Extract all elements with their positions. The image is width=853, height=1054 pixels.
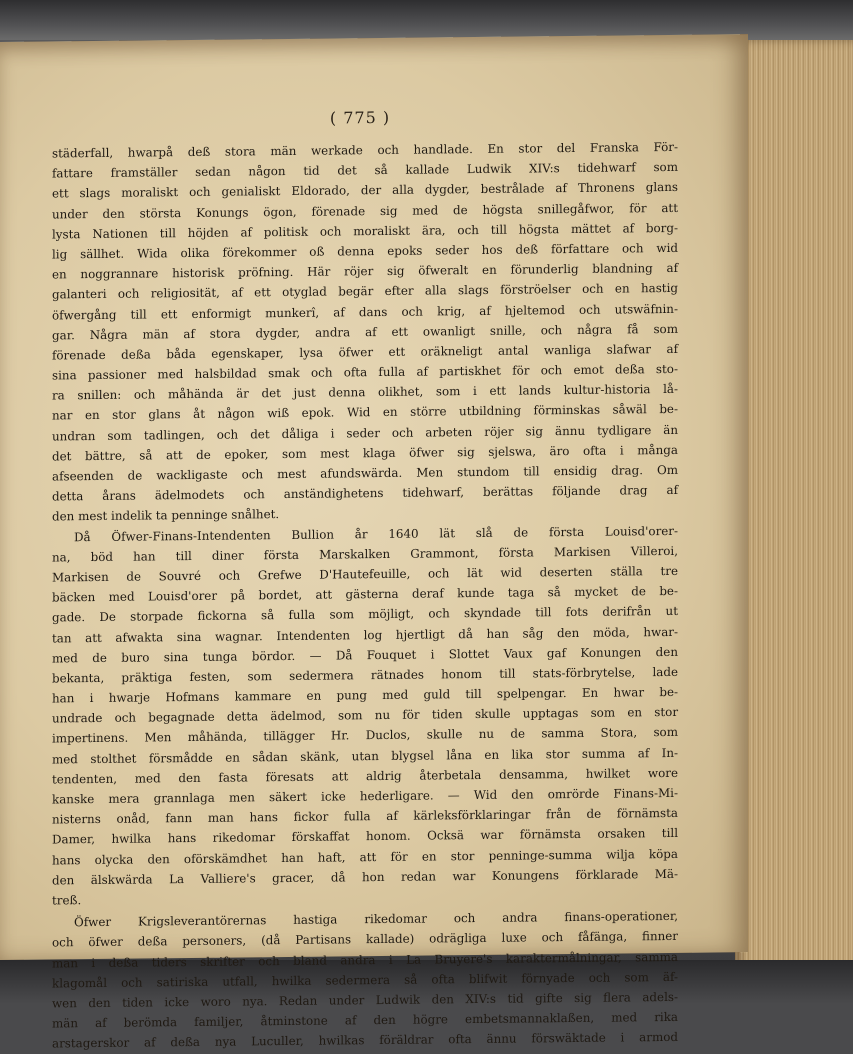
text-line: kanske mera grannlaga men säkert icke hederligare. — Wid den omrörde Finans-Mi- — [52, 785, 678, 807]
text-line: han i hwarje Hofmans kammare en pung med guld till spelpengar. En hwar be- — [52, 684, 678, 706]
text-line: det bättre, så att de epoker, som mest klaga öfwer sig sjelswa, äro ofta i många — [52, 442, 678, 464]
text-line: med stolthet försmådde en sådan skänk, utan blygsel låna en lika stor summa af In- — [52, 745, 678, 767]
text-line: och öfwer deßa personers, (då Partisans kallade) odrägliga luxe och fåfänga, finner — [52, 929, 678, 950]
text-line: detta årans ädelmodets och anständighetens tidehwarf, berättas följande drag af — [52, 483, 678, 504]
text-line: Damer, hwilka hans rikedomar förskaffat honom. Ocksä war förnämsta orsaken till — [52, 826, 678, 847]
text-line: med de buro sina tunga bördor. — Då Fouquet i Slottet Vaux gaf Konungen den — [52, 644, 678, 666]
text-line: fattare framställer sedan någon tid det så kallade Ludwik XIV:s tidehwarf som — [52, 160, 678, 181]
text-line: nisterns onåd, fann man hans fickor fulla af kärleksförklaringar från de förnämsta — [52, 806, 678, 827]
text-line: den älskwärda La Valliere's gracer, då hon redan war Konungens förklarade Mä- — [52, 866, 678, 888]
text-line: treß. — [52, 893, 82, 908]
text-line: nar en stor glans åt någon wiß epok. Wid en större utbildning förminskas såwäl be- — [52, 402, 678, 423]
text-line: gar. Några män af stora dygder, andra af ett owanligt snille, och några få som — [52, 321, 678, 343]
text-line: sina passioner med halsbildad smak och ofta fulla af partiskhet för och emot deßa sto- — [52, 361, 678, 383]
text-line: ra snillen: och måhända är det just denna olikhet, som i ett lands kultur-historia lå- — [52, 382, 678, 403]
text-line: man i deßa tiders skrifter och bland andra i La Bruyere's karaktermålningar, samma — [52, 949, 678, 970]
text-line: gade. De storpade fickorna så fulla som möjligt, och skyndade till fots derifrån ut — [52, 604, 678, 625]
text-line: under den största Konungs ögon, förenade sig med de högsta snillegåfwor, för att — [52, 200, 678, 222]
text-line: ett slags moraliskt och genialiskt Eldorado, der alla dygder, bestrålade af Thronens glans — [52, 180, 678, 201]
text-line: wen den tiden icke woro nya. Redan under Ludwik den XIV:s tid gifte sig flera adels- — [52, 989, 678, 1011]
text-line: arstagerskor af deßa nya Luculler, hwilkas föräldrar ofta ännu förswäktade i armod — [52, 1030, 678, 1051]
text-line: lysta Nationen till höjden af politisk och moraliskt ära, och till högsta mättet af borg- — [52, 220, 678, 242]
text-line: na, böd han till diner första Marskalken Grammont, första Markisen Villeroi, — [52, 543, 678, 565]
text-line: män af berömda familjer, åtminstone af den högre embetsmannaklaßen, med rika — [52, 1009, 678, 1031]
text-line: Då Öfwer-Finans-Intendenten Bullion år 1640 lät slå de första Louisd'orer- — [74, 523, 678, 544]
text-line: undrade och begagnade detta ädelmod, som nu för tiden skulle upptagas som en stor — [52, 705, 678, 726]
text-line: bekanta, präktiga festen, som sedermera rätnades honom till stats-förbrytelse, lade — [52, 664, 678, 686]
text-line: impertinens. Men måhända, tillägger Hr. Duclos, skulle nu de samma Stora, som — [52, 725, 678, 746]
text-line: lig sällhet. Wida olika förekommer oß denna epoks seder hos deß författare och wid — [52, 240, 678, 262]
text-line: undran som tadlingen, och det dåliga i seder och arbeten röjer sig ännu tydligare än — [52, 422, 678, 444]
text-line: Markisen de Souvré och Grefwe D'Hautefeuille, och lät wid deserten ställa tre — [52, 563, 678, 585]
text-line: galanteri och religiosität, af ett otyglad begär efter alla slags förströelser och en hastig — [52, 281, 678, 302]
text-line: Öfwer Krigsleverantörernas hastiga rikedomar och andra finans-operationer, — [74, 909, 678, 930]
text-line: afseenden de wackligaste och mest afundswärda. Men stundom till ensidig drag. Om — [52, 462, 678, 484]
book-page-edges — [735, 40, 853, 1004]
text-line: städerfall, hwarpå deß stora män werkade och handlade. En stor del Franska För- — [52, 139, 678, 161]
text-line: tendenten, med den fasta föresats att aldrig återbetala densamma, hwilket wore — [52, 765, 678, 787]
text-line: förenade deßa båda egenskaper, lysa öfwer ett oräkneligt antal wanliga slafwar af — [52, 341, 678, 363]
book-page — [0, 34, 748, 1051]
text-line: den mest indelik ta penninge snålhet. — [52, 507, 280, 524]
text-line: hans olycka den oförskämdhet han haft, att för en stor penninge-summa wilja köpa — [52, 846, 678, 868]
page-number: ( 775 ) — [329, 107, 391, 128]
text-line: öfwergång till ett enformigt munkerî, af dans och krig, af hjeltemod och utswäfnin- — [52, 301, 678, 322]
text-line: klagomål och satiriska utfall, hwilka sedermera så ofta blifwit förnyade och som äf- — [52, 969, 678, 991]
text-line: bäcken med Louisd'orer på bordet, att gästerna deraf kunde taga så mycket de be- — [52, 584, 678, 605]
text-line: en noggrannare historisk pröfning. Här röjer sig öfweralt en förunderlig blandning af — [52, 261, 678, 282]
text-line: tan att afwakta sina wagnar. Intendenten log hjertligt då han såg den möda, hwar- — [52, 624, 678, 645]
page-text-block — [52, 137, 678, 1054]
